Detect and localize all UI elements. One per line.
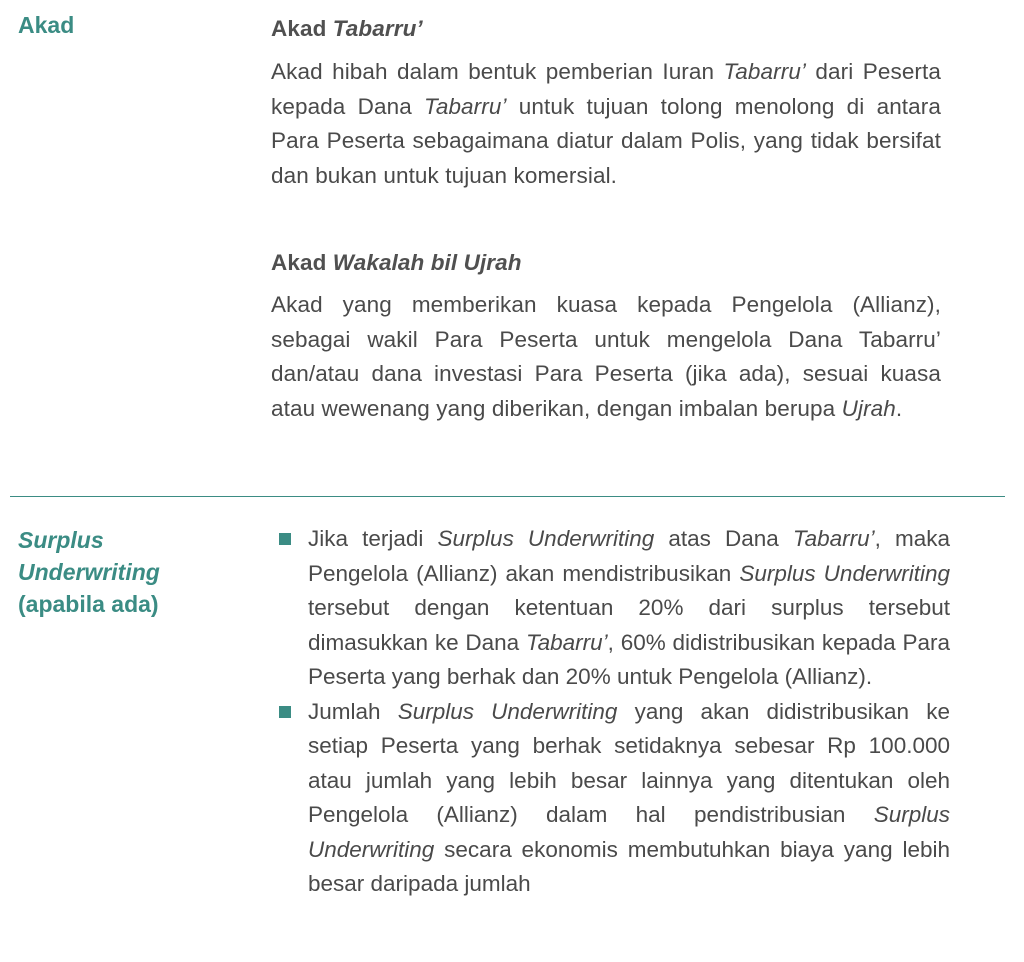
heading-akad-wakalah	[271, 248, 941, 278]
text-run: , 60% didistribusikan kepada Para Peserta yang berhak dan 20% untuk Pengelola (Allianz).	[308, 629, 950, 689]
italic-term: Tabarru’	[525, 629, 608, 655]
heading-prefix: Akad	[271, 250, 333, 275]
section-divider	[10, 496, 1005, 497]
heading-term: Wakalah bil Ujrah	[332, 250, 522, 275]
text-run: atas Dana	[654, 526, 793, 551]
list-item	[279, 522, 950, 695]
text-run: .	[895, 395, 903, 421]
text-run: yang akan didistribusikan ke setiap Peserta yang berhak setidaknya sebesar Rp 100.000 atau jumlah yang lebih besar lainnya yang ditentukan oleh Pengelola (Allianz) dalam hal pendistribusian	[308, 698, 950, 827]
list-item-text	[308, 526, 950, 689]
heading-akad-tabarru	[271, 14, 941, 44]
paragraph-akad-wakalah	[271, 288, 941, 426]
list-item	[279, 695, 950, 902]
text-run: dari Peserta kepada Dana	[271, 59, 941, 119]
text-run: Akad hibah dalam bentuk pemberian Iuran	[271, 59, 724, 84]
heading-prefix: Akad	[271, 16, 333, 41]
italic-term: Tabarru’	[424, 93, 507, 119]
text-run: untuk tujuan tolong menolong di antara Para Peserta sebagaimana diatur dalam Polis, yang tidak bersifat dan bukan untuk tujuan komersial.	[271, 93, 941, 188]
label-line: Underwriting	[18, 559, 160, 585]
italic-term: Surplus Underwriting	[437, 526, 655, 551]
text-run: Akad yang memberikan kuasa kepada Pengelola (Allianz), sebagai wakil Para Peserta untuk mengelola Dana Tabarru’ dan/atau dana investasi Para Peserta (jika ada), sesuai kuasa atau wewenang yang diberikan, dengan imbalan berupa	[271, 292, 941, 421]
section-label-akad: Akad	[18, 12, 75, 38]
text-run: secara ekonomis membutuhkan biaya yang lebih besar daripada jumlah	[308, 836, 950, 896]
label-line: Surplus	[18, 527, 104, 553]
heading-term: Tabarru’	[332, 16, 423, 41]
italic-term: Surplus Underwriting	[397, 698, 618, 724]
paragraph-akad-tabarru	[271, 55, 941, 193]
surplus-bullet-list	[279, 522, 950, 902]
italic-term: Surplus Underwriting	[308, 802, 950, 862]
italic-term: Tabarru’	[792, 526, 875, 551]
label-line: (apabila ada)	[18, 591, 159, 617]
text-run: , maka Pengelola (Allianz) akan mendistribusikan	[308, 526, 950, 586]
italic-term: Ujrah	[841, 395, 896, 421]
list-item-text	[308, 699, 950, 897]
square-bullet-icon	[279, 533, 291, 545]
square-bullet-icon	[279, 706, 291, 718]
italic-term: Surplus Underwriting	[739, 560, 950, 586]
section-label-surplus	[18, 524, 238, 620]
text-run: Jika terjadi	[308, 526, 438, 551]
text-run: Jumlah	[308, 698, 398, 724]
text-run: tersebut dengan ketentuan 20% dari surplus tersebut dimasukkan ke Dana	[308, 595, 950, 655]
italic-term: Tabarru’	[723, 59, 807, 84]
